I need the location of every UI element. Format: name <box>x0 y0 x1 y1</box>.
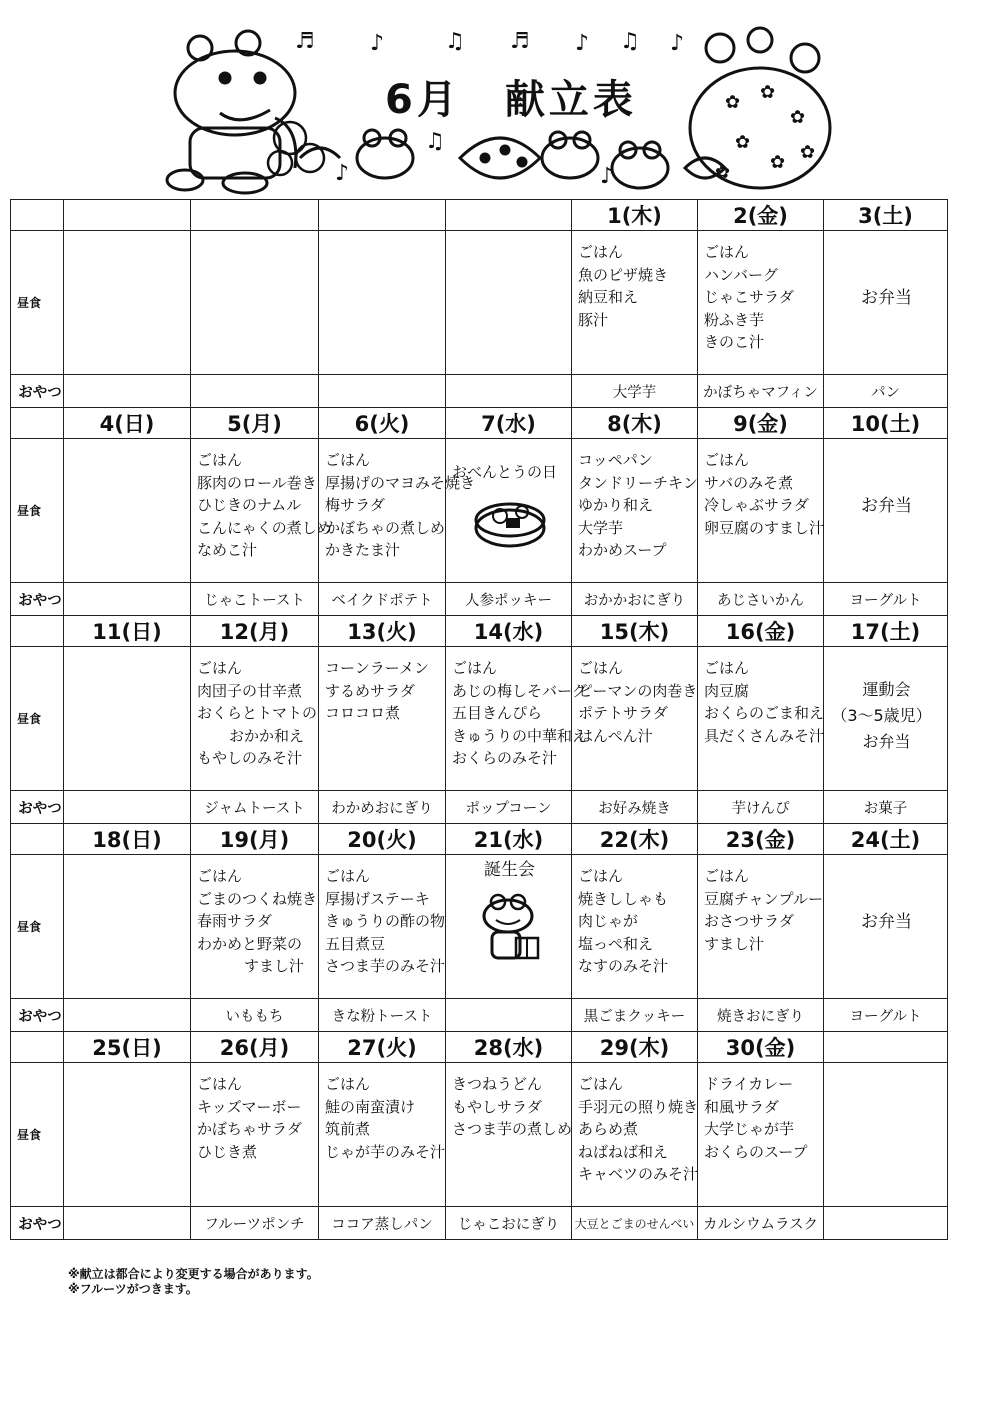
menu-item: あらめ煮 <box>578 1120 639 1138</box>
date-cell: 1(木) <box>572 200 698 231</box>
menu-item: 卵豆腐のすまし汁 <box>704 518 825 537</box>
lunch-cell <box>572 439 698 583</box>
lunch-cell <box>824 1063 948 1207</box>
menu-item: もやしサラダ <box>452 1097 542 1116</box>
lunch-cell <box>191 647 319 791</box>
svg-text:♪: ♪ <box>670 31 685 56</box>
snack-cell: ヨーグルト <box>824 999 948 1032</box>
menu-item: きゅうりの中華和え <box>452 726 588 745</box>
lunch-row <box>11 439 948 583</box>
svg-text:✿: ✿ <box>790 107 806 128</box>
lunch-cell <box>446 439 572 583</box>
snack-row <box>11 1207 948 1240</box>
lunch-cell <box>446 1063 572 1207</box>
lunch-cell <box>698 1063 824 1207</box>
menu-item: 塩っぺ和え <box>578 934 654 953</box>
snack-cell: フルーツポンチ <box>191 1207 319 1240</box>
menu-item: お弁当 <box>861 288 912 308</box>
snack-label: おやつ <box>11 1207 64 1240</box>
menu-item: するめサラダ <box>325 681 415 700</box>
menu-item: わかめと野菜の <box>197 934 303 953</box>
menu-item: ごはん <box>578 867 624 885</box>
menu-item: キャベツのみそ汁 <box>578 1165 699 1183</box>
date-row-label <box>11 408 64 439</box>
lunch-cell <box>64 647 191 791</box>
lunch-cell <box>698 855 824 999</box>
lunch-label: 昼食 <box>11 439 64 583</box>
svg-text:♪: ♪ <box>575 31 590 56</box>
menu-item: 肉じゃが <box>578 912 639 930</box>
menu-item: ごはん <box>704 867 750 885</box>
svg-text:♪: ♪ <box>370 31 385 56</box>
date-row-label <box>11 616 64 647</box>
menu-item: すまし汁 <box>704 934 765 953</box>
lunch-cell <box>572 855 698 999</box>
menu-item: 五目煮豆 <box>325 934 386 953</box>
page-title: 6月 献立表 <box>385 77 637 123</box>
menu-item: おさつサラダ <box>704 912 794 930</box>
menu-item: 納豆和え <box>578 288 639 306</box>
lunch-cell <box>64 439 191 583</box>
snack-cell: 黒ごまクッキー <box>572 999 698 1032</box>
menu-item: キッズマーボー <box>197 1097 302 1116</box>
snack-label: おやつ <box>11 999 64 1032</box>
svg-text:✿: ✿ <box>735 132 751 153</box>
menu-item: ごはん <box>325 1075 371 1093</box>
menu-item: 肉豆腐 <box>704 681 750 700</box>
menu-item: タンドリーチキン <box>578 473 698 492</box>
date-cell: 16(金) <box>698 616 824 647</box>
menu-item: コッペパン <box>578 451 653 469</box>
snack-cell: じゃこおにぎり <box>446 1207 572 1240</box>
menu-item: おくらとトマトの <box>197 704 318 722</box>
svg-text:✿: ✿ <box>770 152 786 173</box>
menu-table <box>10 199 948 1240</box>
date-row <box>11 616 948 647</box>
date-cell <box>191 200 319 231</box>
menu-item: さつま芋のみそ汁 <box>325 957 446 975</box>
lunch-cell <box>191 1063 319 1207</box>
menu-item: じゃが芋のみそ汁 <box>325 1142 446 1161</box>
menu-item: ねばねば和え <box>578 1142 669 1161</box>
menu-item: おかか和え <box>228 726 304 745</box>
menu-item: サバのみそ煮 <box>704 473 794 492</box>
svg-text:♫: ♫ <box>620 29 640 54</box>
date-cell: 23(金) <box>698 824 824 855</box>
lunch-cell <box>64 1063 191 1207</box>
date-cell: 10(土) <box>824 408 948 439</box>
menu-item: 豚汁 <box>578 310 609 329</box>
snack-cell: いももち <box>191 999 319 1032</box>
snack-cell <box>64 791 191 824</box>
snack-row <box>11 583 948 616</box>
frog-gift-icon <box>470 888 550 968</box>
lunch-cell <box>572 647 698 791</box>
date-cell: 27(火) <box>319 1032 446 1063</box>
lunch-label: 昼食 <box>11 647 64 791</box>
date-cell: 20(火) <box>319 824 446 855</box>
lunchbox-icon <box>470 490 550 550</box>
note-fruit: ※フルーツがつきます。 <box>68 1282 198 1296</box>
menu-item: おくらのスープ <box>704 1142 808 1161</box>
snack-cell <box>824 1207 948 1240</box>
menu-item: 手羽元の照り焼き <box>578 1097 699 1116</box>
snack-row <box>11 791 948 824</box>
date-cell: 30(金) <box>698 1032 824 1063</box>
snack-cell: 芋けんぴ <box>698 791 824 824</box>
date-cell: 17(土) <box>824 616 948 647</box>
snack-cell <box>446 375 572 408</box>
menu-item: 焼きししゃも <box>578 889 669 908</box>
snack-cell: ジャムトースト <box>191 791 319 824</box>
snack-row <box>11 999 948 1032</box>
menu-item: 和風サラダ <box>704 1097 779 1116</box>
menu-item: きのこ汁 <box>704 333 765 351</box>
menu-item: さつま芋の煮しめ <box>452 1120 573 1138</box>
menu-item: かきたま汁 <box>325 541 401 559</box>
date-row-label <box>11 824 64 855</box>
svg-text:✿: ✿ <box>725 92 741 113</box>
lunch-row <box>11 231 948 375</box>
menu-item: かぼちゃサラダ <box>197 1120 302 1138</box>
date-row-label <box>11 1032 64 1063</box>
menu-item: わかめスープ <box>578 541 667 559</box>
svg-text:✿: ✿ <box>800 142 816 163</box>
date-cell: 15(木) <box>572 616 698 647</box>
date-cell: 28(水) <box>446 1032 572 1063</box>
lunch-label: 昼食 <box>11 1063 64 1207</box>
snack-cell <box>446 999 572 1032</box>
menu-item: ごはん <box>197 451 243 469</box>
date-cell: 24(土) <box>824 824 948 855</box>
menu-item: じゃこサラダ <box>704 288 794 306</box>
snack-cell: ヨーグルト <box>824 583 948 616</box>
menu-item: ピーマンの肉巻き <box>578 681 698 700</box>
snack-cell: 焼きおにぎり <box>698 999 824 1032</box>
lunch-cell <box>191 855 319 999</box>
menu-item: 誕生会 <box>484 860 535 880</box>
snack-cell: カルシウムラスク <box>698 1207 824 1240</box>
snack-cell: じゃこトースト <box>191 583 319 616</box>
menu-item: ゆかり和え <box>578 496 654 514</box>
menu-item: コーンラーメン <box>325 659 429 677</box>
date-row <box>11 408 948 439</box>
date-cell: 7(水) <box>446 408 572 439</box>
snack-label: おやつ <box>11 583 64 616</box>
menu-item: ごはん <box>578 243 624 261</box>
menu-item: （3～5歳児） <box>831 706 932 725</box>
lunch-cell <box>824 647 948 791</box>
date-cell: 26(月) <box>191 1032 319 1063</box>
lunch-cell <box>64 231 191 375</box>
svg-text:✿: ✿ <box>760 82 776 103</box>
menu-item: 厚揚げステーキ <box>325 889 430 908</box>
menu-item: もやしのみそ汁 <box>197 749 303 767</box>
lunch-cell <box>824 231 948 375</box>
menu-item: ごはん <box>704 451 750 469</box>
date-cell: 9(金) <box>698 408 824 439</box>
date-cell: 19(月) <box>191 824 319 855</box>
menu-item: ごはん <box>325 451 371 469</box>
lunch-row <box>11 855 948 999</box>
snack-cell: 大豆とごまのせんべい <box>572 1207 698 1240</box>
menu-item: ごはん <box>704 659 750 677</box>
lunch-cell <box>319 1063 446 1207</box>
svg-text:♪: ♪ <box>335 161 350 186</box>
menu-item: きゅうりの酢の物 <box>325 912 446 930</box>
snack-cell: ココア蒸しパン <box>319 1207 446 1240</box>
lunch-cell <box>446 231 572 375</box>
snack-cell: ポップコーン <box>446 791 572 824</box>
snack-cell <box>191 375 319 408</box>
menu-item: 梅サラダ <box>325 496 385 514</box>
lunch-cell <box>698 439 824 583</box>
date-cell: 21(水) <box>446 824 572 855</box>
snack-cell: わかめおにぎり <box>319 791 446 824</box>
lunch-label: 昼食 <box>11 855 64 999</box>
menu-item: ごはん <box>325 867 371 885</box>
lunch-row <box>11 647 948 791</box>
date-row <box>11 824 948 855</box>
menu-item: 粉ふき芋 <box>704 310 765 329</box>
snack-label: おやつ <box>11 375 64 408</box>
snack-cell: きな粉トースト <box>319 999 446 1032</box>
menu-item: 冷しゃぶサラダ <box>704 496 809 514</box>
menu-item: 具だくさんみそ汁 <box>704 726 825 745</box>
menu-item: お弁当 <box>861 496 912 516</box>
date-cell <box>824 1032 948 1063</box>
menu-item: 運動会 <box>862 680 911 699</box>
date-cell: 5(月) <box>191 408 319 439</box>
menu-item: おべんとうの日 <box>452 463 558 481</box>
svg-text:♬: ♬ <box>295 29 315 54</box>
menu-item: ハンバーグ <box>704 265 778 284</box>
menu-item: ごはん <box>197 659 243 677</box>
menu-item: 大学芋 <box>578 518 624 537</box>
menu-item: ごはん <box>578 659 624 677</box>
menu-item: 大学じゃが芋 <box>704 1120 795 1138</box>
menu-item: おくらのごま和え <box>704 704 825 722</box>
menu-item: ごはん <box>197 867 243 885</box>
lunch-cell <box>824 439 948 583</box>
date-cell: 22(木) <box>572 824 698 855</box>
menu-item: ごはん <box>197 1075 243 1093</box>
menu-item: 豆腐チャンプルー <box>704 889 823 908</box>
lunch-cell <box>446 647 588 791</box>
date-row <box>11 1032 948 1063</box>
snack-cell <box>64 999 191 1032</box>
date-cell: 18(日) <box>64 824 191 855</box>
snack-label: おやつ <box>11 791 64 824</box>
lunch-cell <box>446 855 572 999</box>
date-cell <box>64 200 191 231</box>
date-cell: 6(火) <box>319 408 446 439</box>
menu-item: かぼちゃの煮しめ <box>325 518 446 537</box>
date-cell: 3(土) <box>824 200 948 231</box>
date-cell: 2(金) <box>698 200 824 231</box>
lunch-cell <box>572 231 698 375</box>
svg-text:♪: ♪ <box>600 164 615 189</box>
snack-cell: あじさいかん <box>698 583 824 616</box>
date-cell: 11(日) <box>64 616 191 647</box>
snack-cell <box>319 375 446 408</box>
date-row-label <box>11 200 64 231</box>
snack-cell <box>64 583 191 616</box>
lunch-cell <box>319 647 446 791</box>
menu-item: 魚のピザ焼き <box>578 265 669 284</box>
date-cell: 8(木) <box>572 408 698 439</box>
menu-item: ドライカレー <box>704 1075 794 1093</box>
date-cell <box>446 200 572 231</box>
snack-cell: 人参ポッキー <box>446 583 572 616</box>
snack-cell: 大学芋 <box>572 375 698 408</box>
lunch-cell <box>64 855 191 999</box>
lunch-cell <box>319 231 446 375</box>
date-cell: 12(月) <box>191 616 319 647</box>
snack-cell: ベイクドポテト <box>319 583 446 616</box>
lunch-label: 昼食 <box>11 231 64 375</box>
menu-item: コロコロ煮 <box>325 704 401 722</box>
menu-item: なすのみそ汁 <box>578 957 669 975</box>
date-row <box>11 200 948 231</box>
menu-item: 肉団子の甘辛煮 <box>197 681 303 700</box>
menu-item: なめこ汁 <box>197 541 258 559</box>
svg-text:✿: ✿ <box>715 162 731 183</box>
menu-item: あじの梅しそバーグ <box>452 681 588 700</box>
menu-item: ポテトサラダ <box>578 704 668 722</box>
lunch-cell <box>319 855 446 999</box>
lunch-cell <box>698 231 824 375</box>
lunch-cell <box>319 439 476 583</box>
date-cell <box>319 200 446 231</box>
menu-item: 厚揚げのマヨみそ焼き <box>325 473 476 492</box>
menu-item: ごはん <box>578 1075 624 1093</box>
lunch-cell <box>824 855 948 999</box>
snack-cell: おかかおにぎり <box>572 583 698 616</box>
date-cell: 13(火) <box>319 616 446 647</box>
menu-item: 豚肉のロール巻き <box>197 473 317 492</box>
menu-item: 五目きんぴら <box>452 704 543 722</box>
menu-item: 筑前煮 <box>325 1120 371 1138</box>
date-cell: 14(水) <box>446 616 572 647</box>
lunch-cell <box>572 1063 698 1207</box>
menu-item: すまし汁 <box>243 957 304 975</box>
svg-text:♫: ♫ <box>445 29 465 54</box>
menu-item: 春雨サラダ <box>197 912 272 930</box>
menu-item: ごまのつくね焼き <box>197 889 318 908</box>
menu-item: お弁当 <box>862 732 911 751</box>
note-change: ※献立は都合により変更する場合があります。 <box>68 1267 319 1281</box>
svg-text:♫: ♫ <box>425 129 445 154</box>
menu-item: おくらのみそ汁 <box>452 749 558 767</box>
lunch-cell <box>191 439 332 583</box>
date-cell: 25(日) <box>64 1032 191 1063</box>
snack-cell: お菓子 <box>824 791 948 824</box>
menu-item: ごはん <box>704 243 750 261</box>
menu-item: ごはん <box>452 659 498 677</box>
snack-cell <box>64 1207 191 1240</box>
menu-item: 鮭の南蛮漬け <box>325 1097 416 1116</box>
snack-cell <box>64 375 191 408</box>
menu-item: ひじきのナムル <box>197 496 302 514</box>
menu-item: お弁当 <box>861 912 912 932</box>
snack-row <box>11 375 948 408</box>
lunch-cell <box>698 647 824 791</box>
date-cell: 4(日) <box>64 408 191 439</box>
snack-cell: かぼちゃマフィン <box>698 375 824 408</box>
date-cell: 29(木) <box>572 1032 698 1063</box>
menu-item: はんぺん汁 <box>578 726 653 745</box>
lunch-cell <box>191 231 319 375</box>
snack-cell: パン <box>824 375 948 408</box>
menu-item: こんにゃくの煮しめ <box>197 518 332 537</box>
menu-item: ひじき煮 <box>197 1142 258 1161</box>
menu-item: きつねうどん <box>452 1075 543 1093</box>
snack-cell: お好み焼き <box>572 791 698 824</box>
svg-text:♬: ♬ <box>510 29 530 54</box>
lunch-row <box>11 1063 948 1207</box>
